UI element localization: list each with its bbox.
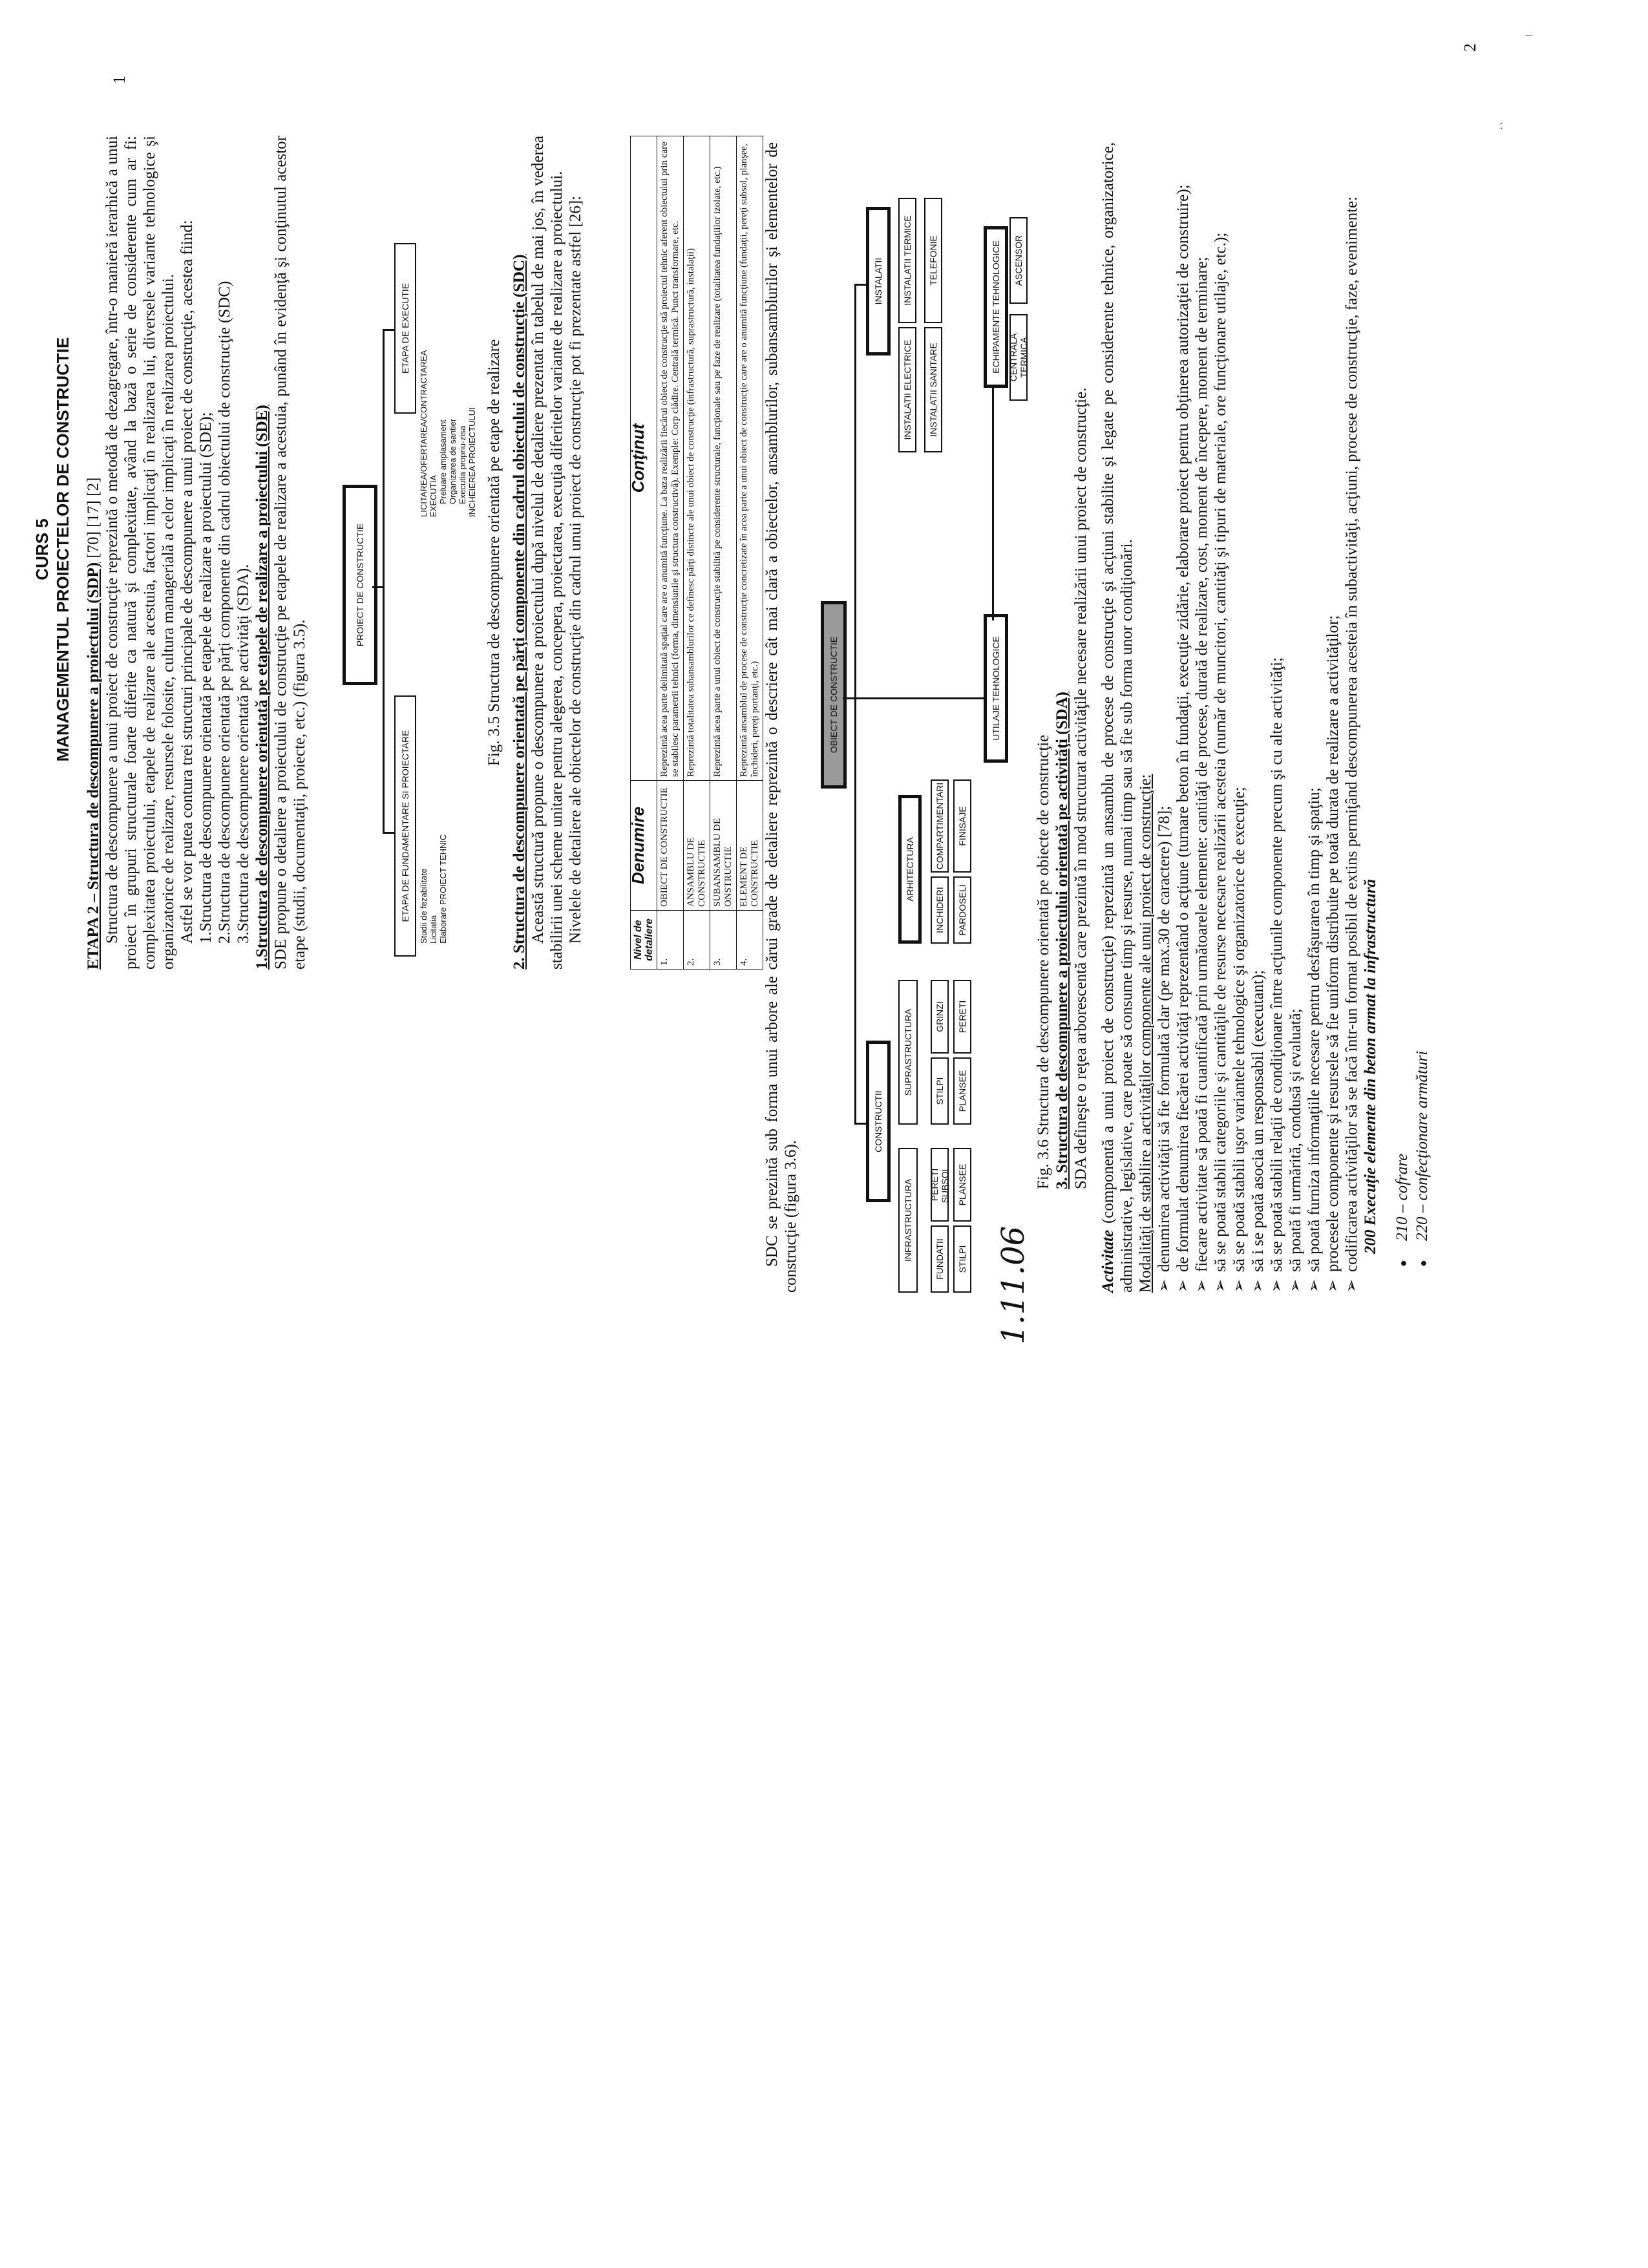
- etapa-paragraph-2: Astfel se vor putea contura trei structuri principale de descompunere a unui proiect de construcţie, acestea fiind:: [178, 220, 196, 944]
- page-title: MANAGEMENTUL PROIECTELOR DE CONSTRUCTIE: [53, 337, 72, 762]
- tree-arhitectura: ARHITECTURA: [898, 795, 922, 944]
- tree-suprastructura: SUPRASTRUCTURA: [898, 980, 918, 1125]
- tree-finisaje: FINISAJE: [953, 779, 971, 873]
- right-subitem: Executia propriu-zisa: [458, 425, 467, 504]
- right-subitem: Organizarea de santier: [448, 418, 458, 504]
- activitate-definition: Activitate (componentă a unui proiect de construcţie) reprezintă un ansamblu de procese de construcţie şi acţiuni stabilite şi legate pe considerente tehnice, organizatorice, administrative, legislative, care poate să consume timp şi resurse, numai timp sau să fie sub forma unor condiţionări.: [1099, 142, 1136, 1293]
- tree-instalatii: INSTALATII: [866, 207, 891, 355]
- tree-ascensor: ASCENSOR: [1009, 217, 1028, 304]
- left-item: Licitatia: [428, 915, 438, 944]
- table-header-content: Conţinut: [631, 136, 657, 781]
- tree-utilaje: UTILAJE TEHNOLOGICE: [984, 614, 1008, 763]
- left-item: Studii de fezabilitate: [419, 868, 428, 944]
- tree-echipamente: ECHIPAMENTE TEHNOLOGICE: [984, 226, 1008, 388]
- sdc-section: [485, 136, 585, 970]
- etapa-heading: ETAPA 2 – Structura de descompunere a proiectului (SDP) [70] [17] [2]: [85, 477, 102, 970]
- diagram-root-box: PROIECT DE CONSTRUCTIE: [343, 485, 377, 685]
- tree-stilpi-supra: STILPI: [931, 1057, 949, 1125]
- list-item: ➢ fiecare activitate să poată fi cuantificată prin următoarele elemente: cantităţi de procese, durată de realizare, cost, moment de începere, moment de terminare;: [1192, 142, 1211, 1293]
- tree-plansee-supra: PLANSEE: [953, 1057, 971, 1125]
- sde-text: SDE propune o detaliere a proiectului de construcţie pe etapele de realizare a acestuia, punând în evidenţă şi conţinutul acestor etape (studii, documentaţii, proiecte, etc.) (figura 3.5).: [272, 136, 308, 970]
- etapa-paragraph-1: Structura de descompunere a unui proiect de construcţie reprezintă o metodă de dezagregare, într-o manieră ierarhică a unui proiect în grupuri structurale foarte diferite ca natură şi complexitate, având la bază o serie de considerente cum ar fi: complexitatea proiectului, etapele de realizare ale acestuia, factori implicaţi în realizarea lui, diversele variante tehnologice şi organizatorice de realizare, resursele folosite, cultura managerială a celor implicaţi în realizarea proiectului.: [103, 136, 177, 970]
- tree-fundatii: FUNDATII: [931, 1225, 949, 1293]
- sdc-heading: 2. Structura de descompunere orientată pe părţi componente din cadrul obiectului de construcţie (SDC): [511, 254, 528, 970]
- detail-levels-table: [630, 136, 763, 970]
- sda-heading: 3. Structura de descompunere a proiectului orientată pe activităţi (SDA): [1053, 692, 1071, 1189]
- list-item: ➢ codificarea activităţilor să se facă într-un format posibil de extins permiţând descompunerea acesteia în subactivităţi, acţiuni, procese de construcţie, faze, evenimente:: [1342, 142, 1361, 1293]
- diagram-left-stage: ETAPA DE FUNDAMENTARE SI PROIECTARE: [394, 695, 416, 957]
- figure-3-5-caption: Fig. 3.5 Structura de descompunere orientată pe etape de realizare: [485, 339, 503, 767]
- tree-centrala: CENTRALA TERMICA: [1009, 314, 1028, 401]
- table-header-level: Nivel de detaliere: [631, 911, 657, 970]
- left-item: Elaborare PROIECT TEHNIC: [438, 834, 448, 944]
- list-item: ➢ să poată fi urmărită, condusă şi evaluată;: [1286, 142, 1305, 1293]
- list-item: ➢ procesele componente şi resursele să fie uniform distribuite pe toată durata de realizare a activităţilor;: [1324, 142, 1342, 1293]
- tree-pereti: PERETI: [953, 980, 971, 1054]
- code-heading: 200 Execuţie elemente din beton armat la infrastructură: [1362, 879, 1379, 1254]
- tree-pereti-subsol: PERETI SUBSOL: [931, 1148, 949, 1222]
- right-item: INCHEIEREA PROIECTULUI: [467, 407, 477, 517]
- tree-telefonie: TELEFONIE: [924, 198, 942, 323]
- page-number-2: 2: [1461, 43, 1479, 52]
- sdc-paragraph-1: Această structură propune o descompunere a proiectului după nivelul de detaliere prezentat în tabelul de mai jos, în vederea stabilirii unei scheme unitare pentru alegerea, concepera, proiectarea, execuţia diferitelor variante de realizare a proiectului.: [529, 136, 565, 970]
- tree-inst-sanitare: INSTALATII SANITARE: [924, 327, 942, 452]
- sdc-paragraph-2: Nivelele de detaliere ale obiectelor de construcţie din cadrul unui proiect de construcţie pot fi prezentate astfel [26]:: [567, 195, 584, 944]
- list-item: ➢ să se poată stabili relaţii de condiţionare între acţiunile componente precum şi cu alte activităţi;: [1267, 142, 1286, 1293]
- sda-section: [1034, 142, 1090, 1189]
- tree-constructii: CONSTRUCTII: [866, 1041, 891, 1202]
- tree-plansee-infra: PLANSEE: [953, 1148, 971, 1222]
- list-item: ➢ să se poată stabili uşor variantele tehnologice şi organizatorice de execuţie;: [1230, 142, 1249, 1293]
- margin-mark: :: [1499, 116, 1504, 132]
- activities-section: [1099, 142, 1433, 1293]
- page-2: [750, 6, 1545, 1383]
- etapa-2-section: [84, 136, 309, 970]
- diagram-right-list: [419, 350, 477, 517]
- margin-mark: –: [1525, 26, 1532, 42]
- handwritten-date: 1.11.06: [995, 1225, 1031, 1344]
- tree-inchideri: INCHIDERI: [931, 876, 949, 944]
- table-row: 2. ANSAMBLU DE CONSTRUCTIE Reprezintă totalitatea subansamblurilor ce definesc părţi distincte ale unui obiect de construcţie (infrastructură, suprastructură, instalaţii): [684, 136, 710, 970]
- list-item: ➢ să i se poată asocia un responsabil (executant);: [1249, 142, 1267, 1293]
- codes-list: [1393, 142, 1433, 1293]
- tree-grinzi: GRINZI: [931, 980, 949, 1054]
- diagram-right-stage: ETAPA DE EXECUTIE: [394, 243, 416, 414]
- page-number-1: 1: [110, 76, 129, 84]
- right-item: LICITAREA/OFERTAREA/CONTRACTAREA: [419, 350, 428, 517]
- figure-3-6-caption: Fig. 3.6 Structura de descompunere orientată pe obiecte de construcţie: [1035, 734, 1052, 1189]
- tree-inst-termice: INSTALATII TERMICE: [898, 198, 916, 323]
- figure-3-6-tree: [821, 142, 1034, 1293]
- list-item: ➢ denumirea activităţii să fie formulată clar (pe max.30 de caractere) [78];: [1155, 142, 1174, 1293]
- sde-heading: 1.Structura de descompunere orientată pe etapele de realizare a proiectului (SDE): [253, 405, 271, 970]
- diagram-left-list: [419, 834, 448, 944]
- tree-stilpi-infra: STILPI: [953, 1225, 971, 1293]
- table-row: 1. OBIECT DE CONSTRUCTIE Reprezintă acea parte delimitată spaţial care are o anumită funcţiune. La baza realizării fiecărui obiect de construcţie stă proiectul tehnic aferent obiectului prin care se stabilesc parametrii tehnici (forma, dimensiunile şi structura constructivă). Exemple: Corp clădire. Centrală termică. Punct transformare, etc.: [657, 136, 684, 970]
- course-label: CURS 5: [32, 518, 52, 580]
- rules-list: [1155, 142, 1361, 1293]
- modalitati-heading: Modalităţi de stabilire a activităţilor componente ale unui proiect de construcţie:: [1137, 774, 1154, 1293]
- list-item: ➢ să se poată stabili categoriile şi cantităţile de resurse necesare realizării acesteia (număr de muncitori, cantităţi şi tipuri de materiale, ore funcţionare utilaje, etc.);: [1211, 142, 1230, 1293]
- tree-compartimentari: COMPARTIMENTARI: [931, 779, 949, 873]
- table-header-name: Denumire: [631, 781, 657, 911]
- sda-text: SDA defineşte o reţea arborescentă care prezintă în mod structurat activităţile necesare realizării unui proiect de construcţie.: [1072, 387, 1090, 1189]
- list-item: ● 220 – confecţionare armături: [1413, 142, 1433, 1267]
- right-item: EXECUTIA: [428, 474, 438, 517]
- structure-item-2: 2.Structura de descompunere orientată pe părţi componente din cadrul obiectului de construcţie (SDC): [216, 281, 233, 944]
- tree-root-box: OBIECT DE CONSTRUCTIE: [821, 601, 847, 789]
- list-item: ● 210 – cofrare: [1393, 142, 1413, 1267]
- tree-pardoseli: PARDOSELI: [953, 876, 971, 944]
- list-item: ➢ să poată furniza informaţiile necesare pentru desfăşurarea în timp şi spaţiu;: [1305, 142, 1324, 1293]
- right-subitem: Preluare amplasament: [438, 419, 448, 504]
- list-item: ➢ de formulat denumirea fiecărei activităţi reprezentând o acţiune (turnare beton în fundaţii, execuţie zidărie, elaborare proiect pentru obţinerea autorizaţiei de construire);: [1174, 142, 1192, 1293]
- structure-item-1: 1.Structura de descompunere orientată pe etapele de realizare a proiectului (SDE);: [197, 412, 215, 944]
- sdc-intro: SDC se prezintă sub forma unui arbore ale cărui grade de detaliere reprezintă o descriere cât mai clară a obiectelor, ansamblurilor, subansamblurilor şi elementelor de construcţie (figura 3.6).: [763, 142, 799, 1293]
- page-1: [19, 6, 769, 1092]
- structure-item-3: 3.Structura de descompunere orientată pe activităţi (SDA).: [235, 564, 252, 944]
- figure-3-5-diagram: [343, 136, 478, 957]
- table-row: 4. ELEMENT DE CONSTRUCTIE Reprezintă ansamblul de procese de construcţie concretizate în acea parte a unui obiect de construcţie care are o anumită funcţiune (fundaţii, pereţi subsol, planşee, închideri, pereţi portanţi, etc.): [737, 136, 763, 970]
- table-row: 3. SUBANSAMBLU DE ONSTRUCTIE Reprezintă acea parte a unui obiect de construcţie stabilită pe considerente structurale, funcţionale sau pe faze de realizare (totalitatea fundaţiilor izolate, etc.): [710, 136, 737, 970]
- tree-inst-electrice: INSTALATII ELECTRICE: [898, 327, 916, 452]
- tree-infrastructura: INFRASTRUCTURA: [898, 1148, 918, 1293]
